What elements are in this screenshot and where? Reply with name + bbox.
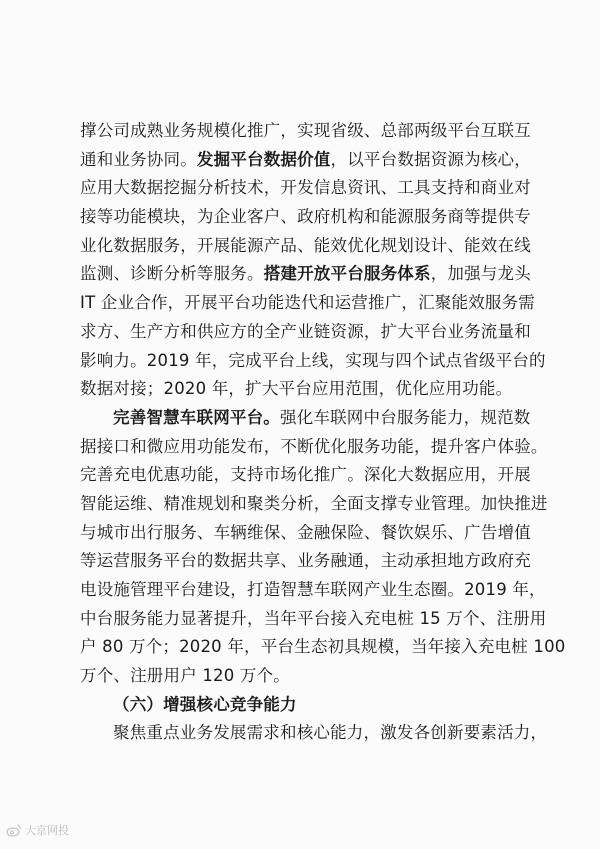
text-line (80, 232, 531, 261)
text-line (80, 347, 546, 376)
text-line (80, 547, 531, 576)
text-segment: 完善充电优惠功能，支持市场化推广。深化大数据应用，开展 (80, 465, 531, 485)
section-heading (80, 691, 528, 720)
weibo-logo-icon (6, 823, 22, 837)
watermark-text: 大京网投 (25, 824, 69, 837)
text-segment: 业化数据服务，开展能源产品、能效优化规划设计、能效在线 (80, 235, 531, 255)
bold-phrase: 发掘平台数据价值 (196, 149, 331, 169)
text-line (80, 662, 528, 691)
text-line (80, 289, 535, 318)
text-segment: ，加强与龙头 (430, 264, 531, 284)
bold-phrase: 搭建开放平台服务体系 (263, 264, 431, 284)
text-line (80, 375, 528, 404)
text-segment: 数据对接；2020 年，扩大平台应用范围，优化应用功能。 (80, 379, 513, 399)
text-segment: 户 80 万个；2020 年，平台生态初具规模，当年接入充电桩 100 (80, 637, 566, 657)
text-line (80, 203, 531, 232)
bold-phrase: 完善智慧车联网平台。 (113, 407, 280, 427)
text-segment: 影响力。2019 年，完成平台上线，实现与四个试点省级平台的 (80, 350, 546, 370)
text-line (80, 519, 531, 548)
text-segment: 智能运维、精准规划和聚类分析，全面支撑专业管理。加快推进 (80, 493, 548, 513)
text-segment: ，以平台数据资源为核心， (330, 149, 531, 169)
text-line (80, 174, 531, 203)
text-line (80, 433, 548, 462)
text-line (80, 404, 531, 433)
text-line (80, 576, 546, 605)
text-line (80, 461, 531, 490)
watermark (6, 822, 69, 838)
text-segment: 撑公司成熟业务规模化推广，实现省级、总部两级平台互联互 (80, 121, 531, 140)
text-segment: 据接口和微应用功能发布，不断优化服务功能，提升客户体验。 (80, 436, 548, 456)
text-line (80, 117, 531, 146)
text-line (80, 605, 547, 634)
text-segment: 与城市出行服务、车辆维保、金融保险、餐饮娱乐、广告增值 (80, 522, 531, 542)
text-segment: 接等功能模块，为企业客户、政府机构和能源服务商等提供专 (80, 207, 531, 227)
text-segment: 聚焦重点业务发展需求和核心能力，激发各创新要素活力， (113, 723, 548, 743)
text-line (80, 318, 531, 347)
text-segment: 通和业务协同。 (80, 149, 197, 169)
text-line (80, 146, 531, 175)
text-line (80, 633, 566, 662)
text-segment: 等运营服务平台的数据共享、业务融通，主动承担地方政府充 (80, 551, 531, 571)
text-segment: 监测、诊断分析等服务。 (80, 264, 264, 284)
text-segment: 中台服务能力显著提升，当年平台接入充电桩 15 万个、注册用 (80, 608, 547, 628)
text-segment: 应用大数据挖掘分析技术，开发信息资讯、工具支持和商业对 (80, 178, 531, 198)
text-segment: IT 企业合作，开展平台功能迭代和运营推广，汇聚能效服务需 (80, 293, 535, 313)
document-body (80, 117, 566, 748)
text-line (80, 260, 531, 289)
text-segment: 电设施管理平台建设，打造智慧车联网产业生态圈。2019 年， (80, 580, 546, 599)
bold-phrase: （六）增强核心竞争能力 (113, 694, 297, 714)
text-line (80, 490, 548, 519)
text-segment: 万个、注册用户 120 万个。 (80, 666, 290, 686)
text-segment: 强化车联网中台服务能力，规范数 (280, 407, 531, 427)
text-segment: 求方、生产方和供应方的全产业链资源，扩大平台业务流量和 (80, 321, 531, 341)
text-line (80, 719, 548, 748)
